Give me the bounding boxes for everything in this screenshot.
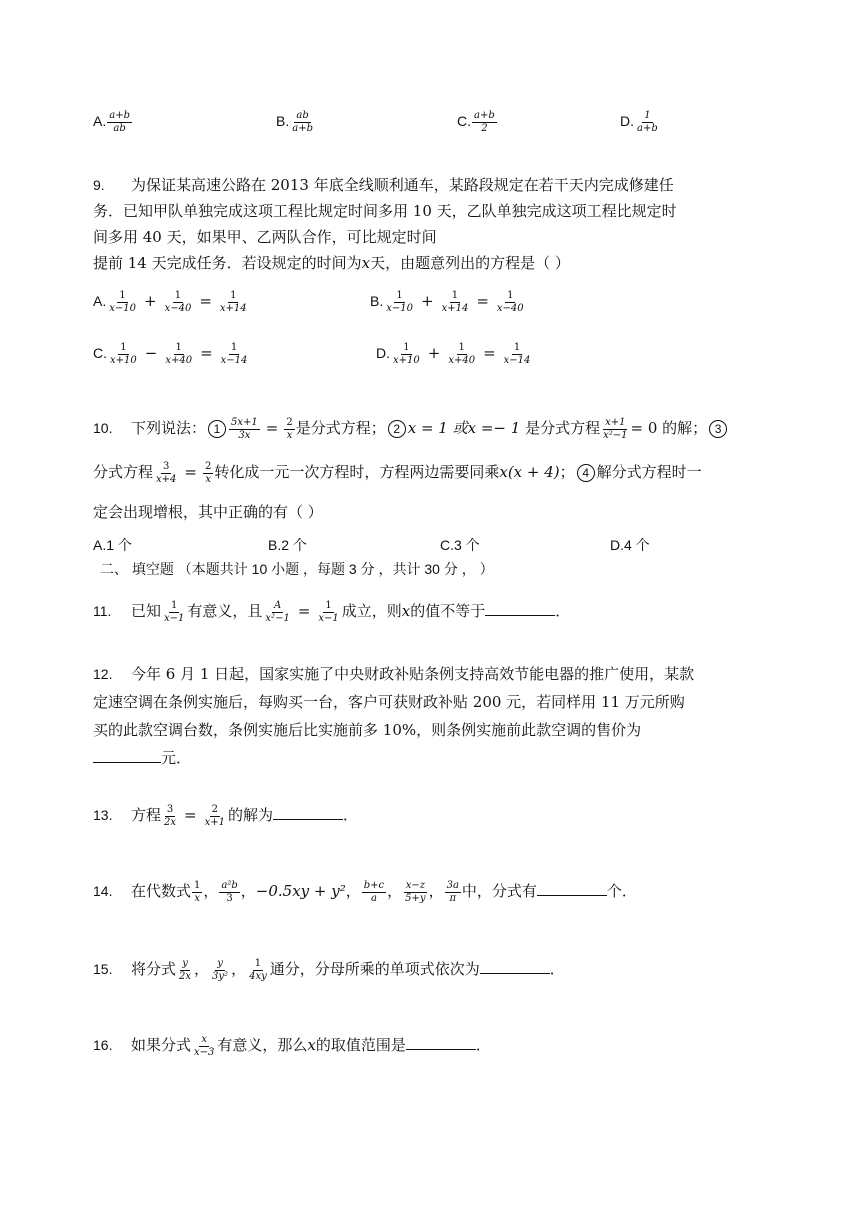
answer-blank[interactable] [537,881,607,896]
q9-line-3: 间多用 40 天，如果甲、乙两队合作，可比规定时间 [93,228,437,246]
q10-option-d[interactable]: D.4 个 [610,537,650,553]
q9-option-d[interactable]: D. $\frac{1}{x+10}$ + $\frac{1}{x+40}$ = $\frac{1}{x-14}$ [376,341,531,366]
circled-number: 1 [208,420,226,438]
fraction: $\frac{1}{x-40}$ [496,289,524,314]
fraction: $\frac{1}{x+40}$ [448,341,476,366]
q9-option-b[interactable]: B. $\frac{1}{x-10}$ + $\frac{1}{x+14}$ = $\frac{1}{x-40}$ [370,289,524,314]
q8-option-c[interactable] [457,108,498,135]
fraction: $\frac{A}{\text{x²−1}}$ [265,599,290,624]
answer-blank[interactable] [485,601,555,616]
question-15: 15. 将分式 $\frac{y}{2x}$ ， $\frac{y}{\text{3y²}}$ ， $\frac{1}{4xy}$ 通分，分母所乘的单项式依次为 ． [93,957,565,982]
section-header: 二、 填空题 （本题共计 10 小题 ，每题 3 分 ，共计 30 分 ， ） [100,561,494,577]
option-label: D. [620,113,634,129]
fraction: $\frac{1}{4xy}$ [249,957,267,982]
answer-blank[interactable] [406,1035,476,1050]
q10-line-2: 分式方程 $\frac{3}{x+4}$ = $\frac{2}{x}$ 转化成一元一次方程时，方程两边需要同乘x(x + 4)； 4 解分式方程时一 [93,460,702,485]
q12-line-4: 元． [93,744,783,772]
q9-line-4: 提前 14 天完成任务．若设规定的时间为x天，由题意列出的方程是（ ） [93,254,570,272]
fraction: $\frac{1}{x+10}$ [393,341,420,366]
fraction: $\frac{3}{x+4}$ [156,460,177,485]
fraction: $\frac{y}{2x}$ [179,957,192,982]
fraction: $\frac{1}{x+14}$ [219,289,247,314]
question-10 [93,414,783,526]
q12-line-1: 12. 今年 6 月 1 日起，国家实施了中央财政补贴条例支持高效节能电器的推广使用，某款 [93,665,695,683]
fraction: $\frac{1}{x-10}$ [109,289,136,314]
fraction: $\frac{1}{x+10}$ [110,341,137,366]
circled-number: 4 [577,464,595,482]
fraction: $\frac{1}{x}$ [194,879,201,904]
expression: −0.5xy + y² [255,882,346,900]
question-9 [93,172,783,276]
fraction: $\frac{2}{x}$ [204,460,212,485]
question-14: 14. 在代数式 $\frac{1}{x}$ ， $\frac{\text{a²b}}{3}$ ，−0.5xy + y²， $\frac{b+c}{a}$ ， $\frac{x-z}{5+y}$ ， $\frac{3a}{\pi}$ 中，分式有 个． [93,879,637,904]
q10-line-3: 定会出现增根，其中正确的有（ ） [93,503,323,521]
question-13: 13. 方程 $\frac{3}{2x}$ = $\frac{2}{x+1}$ 的解为 ． [93,803,359,828]
circled-number: 3 [709,420,727,438]
fraction: $\frac{2}{x}$ [286,416,293,441]
q12-line-3: 买的此款空调台数，条例实施后比实施前多 10%，则条例实施前此款空调的售价为 [93,721,642,739]
fraction: $\frac{b+c}{a}$ [363,879,385,904]
answer-blank[interactable] [93,748,161,763]
fraction: $\frac{2}{x+1}$ [204,803,225,828]
answer-blank[interactable] [273,805,343,820]
fraction: $\frac{x}{x-3}$ [194,1033,215,1058]
fraction: $\frac{a+b}{ab}$ [109,109,130,134]
answer-blank[interactable] [480,959,550,974]
fraction: $\frac{1}{x+14}$ [441,289,469,314]
question-12 [93,660,783,772]
q8-option-d[interactable] [620,108,661,135]
fraction: $\frac{3a}{\pi}$ [446,879,459,904]
fraction: $\frac{1}{x-14}$ [503,341,531,366]
circled-number: 2 [388,420,406,438]
fraction: $\frac{x-z}{5+y}$ [405,879,426,904]
q9-line-2: 务．已知甲队单独完成这项工程比规定时间多用 10 天，乙队单独完成这项工程比规定时 [93,202,677,220]
fraction: $\frac{\text{a²b}}{3}$ [221,879,238,904]
fraction: $\frac{1}{x-1}$ [164,599,185,624]
fraction: $\frac{1}{x-14}$ [220,341,248,366]
q8-option-a[interactable] [93,108,133,135]
fraction: $\frac{1}{x-10}$ [386,289,413,314]
fraction: $\frac{5x+1}{3x}$ [231,416,258,441]
fraction: $\frac{1}{x-40}$ [164,289,192,314]
fraction: $\frac{3}{2x}$ [164,803,177,828]
q9-line-1: 9. 为保证某高速公路在 2013 年底全线顺利通车，某路段规定在若干天内完成修建任 [93,176,674,194]
fraction: $\frac{1}{x+40}$ [165,341,193,366]
q10-line-1: 10. 下列说法： 1 $\frac{5x+1}{3x}$ = $\frac{2}{x}$ 是分式方程； 2 x = 1 或x =− 1 是分式方程 $\frac{x+1}{\text{x²−1}}$ = 0 的解； 3 [93,414,783,442]
fraction: $\frac{y}{\text{3y²}}$ [212,957,229,982]
option-label: A. [93,113,107,129]
q9-option-c[interactable]: C. $\frac{1}{x+10}$ − $\frac{1}{x+40}$ = $\frac{1}{x-14}$ [93,341,248,366]
q10-option-b[interactable]: B.2 个 [268,537,307,553]
question-16: 16. 如果分式 $\frac{x}{x-3}$ 有意义，那么x的取值范围是 ． [93,1033,491,1058]
q12-line-2: 定速空调在条例实施后，每购买一台，客户可获财政补贴 200 元，若同样用 11 万元所购 [93,693,685,711]
fraction: $\frac{1}{x-1}$ [318,599,339,624]
q10-option-c[interactable]: C.3 个 [440,537,480,553]
q10-option-a[interactable]: A.1 个 [93,537,132,553]
option-label: B. [276,113,290,129]
q8-option-b[interactable] [276,108,316,135]
question-11: 11. 已知 $\frac{1}{x-1}$ 有意义，且 $\frac{A}{\text{x²−1}}$ = $\frac{1}{x-1}$ 成立，则x的值不等于 ． [93,599,571,624]
fraction: $\frac{a+b}{2}$ [474,109,495,134]
fraction: $\frac{x+1}{\text{x²−1}}$ [603,416,628,441]
q9-option-a[interactable]: A. $\frac{1}{x-10}$ + $\frac{1}{x-40}$ = $\frac{1}{x+14}$ [93,289,247,314]
option-label: C. [457,113,471,129]
fraction: $\frac{ab}{a+b}$ [292,109,313,134]
fraction: $\frac{1}{a+b}$ [637,109,658,134]
